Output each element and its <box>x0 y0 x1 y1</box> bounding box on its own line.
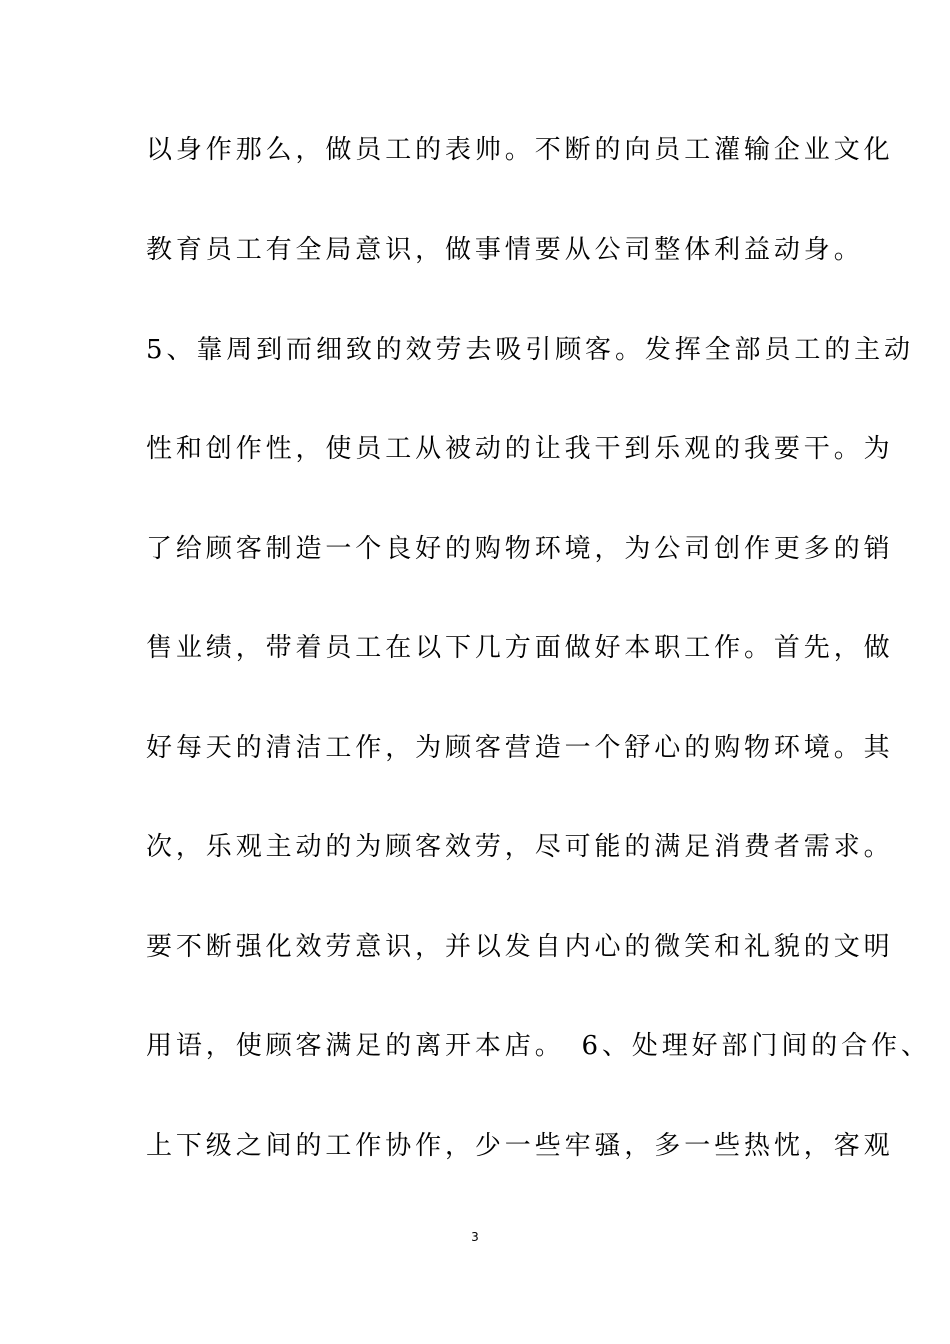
body-text-line: 5、靠周到而细致的效劳去吸引顾客。发挥全部员工的主动 <box>146 335 914 365</box>
body-text-line: 上下级之间的工作协作，少一些牢骚，多一些热忱，客观 <box>146 1131 894 1161</box>
body-text-line: 要不断强化效劳意识，并以发自内心的微笑和礼貌的文明 <box>146 932 894 962</box>
body-text-line: 售业绩，带着员工在以下几方面做好本职工作。首先，做 <box>146 633 894 663</box>
body-text-line: 用语，使顾客满足的离开本店。 6、处理好部门间的合作、 <box>146 1031 931 1061</box>
body-text-line: 以身作那么，做员工的表帅。不断的向员工灌输企业文化 <box>146 135 894 165</box>
body-text-line: 性和创作性，使员工从被动的让我干到乐观的我要干。为 <box>146 434 894 464</box>
body-text-line: 次，乐观主动的为顾客效劳，尽可能的满足消费者需求。 <box>146 832 894 862</box>
body-text-line: 了给顾客制造一个良好的购物环境，为公司创作更多的销 <box>146 534 894 564</box>
body-text-line: 教育员工有全局意识，做事情要从公司整体利益动身。 <box>146 235 864 265</box>
page-number: 3 <box>471 1230 479 1244</box>
body-text-line: 好每天的清洁工作，为顾客营造一个舒心的购物环境。其 <box>146 733 894 763</box>
